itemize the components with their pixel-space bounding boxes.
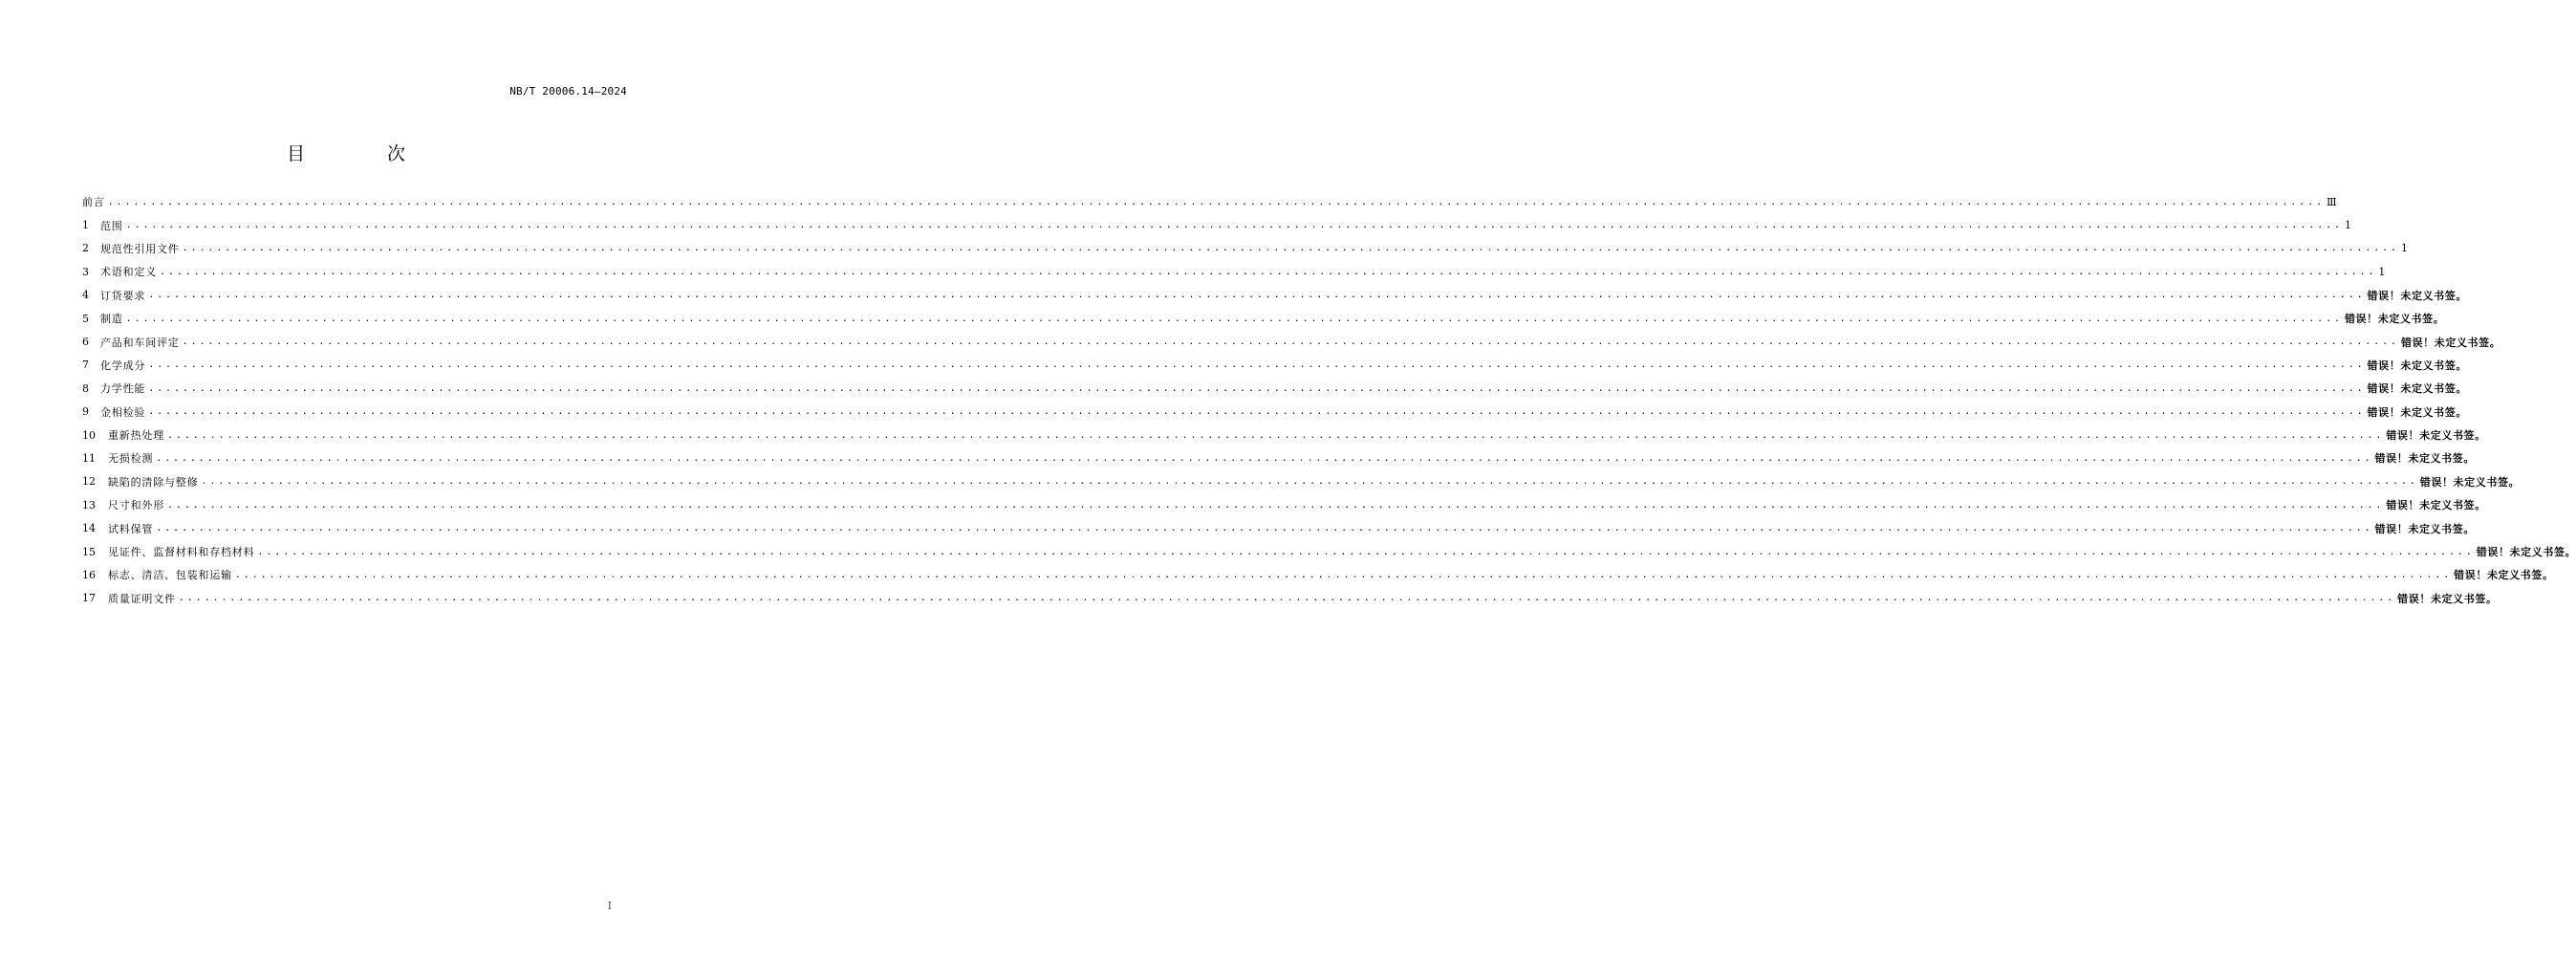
dot-leader: .................................................................................................................................................................................................................................................................... xyxy=(182,337,2399,348)
toc-entry[interactable] xyxy=(82,470,2521,493)
toc-entry-page: 1 xyxy=(2378,265,2386,278)
toc-entry[interactable] xyxy=(82,587,2498,610)
toc-entry-number: 13 xyxy=(82,498,96,511)
toc-entry-label[interactable]: 标志、清洁、包装和运输 xyxy=(108,569,232,582)
toc-entry[interactable] xyxy=(82,354,2467,377)
bookmark-error-text: 错误！未定义书签。 xyxy=(2374,452,2475,466)
toc-entry[interactable] xyxy=(82,516,2475,539)
toc-entry[interactable] xyxy=(82,260,2386,283)
dot-leader: .................................................................................................................................................................................................................................................................... xyxy=(148,290,2366,301)
toc-entry[interactable] xyxy=(82,237,2408,260)
toc-entry-label[interactable]: 见证件、监督材料和存档材料 xyxy=(108,546,255,559)
bookmark-error-text: 错误！未定义书签。 xyxy=(2367,289,2467,302)
toc-entry-number: 5 xyxy=(82,312,89,325)
toc-entry[interactable] xyxy=(82,330,2501,353)
toc-entry-label[interactable]: 术语和定义 xyxy=(100,266,157,279)
toc-entry-number: 3 xyxy=(82,265,89,278)
dot-leader: .................................................................................................................................................................................................................................................................... xyxy=(178,593,2396,604)
toc-entry-number: 15 xyxy=(82,545,96,558)
bookmark-error-text: 错误！未定义书签。 xyxy=(2367,359,2467,372)
toc-entry-label[interactable]: 质量证明文件 xyxy=(108,592,176,605)
toc-entry[interactable] xyxy=(82,307,2445,330)
dot-leader: .................................................................................................................................................................................................................................................................... xyxy=(148,382,2366,394)
bookmark-error-text: 错误！未定义书签。 xyxy=(2476,546,2576,559)
toc-entry-label[interactable]: 订货要求 xyxy=(100,289,146,302)
page-number: I xyxy=(607,900,612,912)
toc-entry-number: 16 xyxy=(82,568,96,581)
dot-leader: .................................................................................................................................................................................................................................................................... xyxy=(107,196,2325,207)
toc-entry-number: 11 xyxy=(82,451,96,465)
toc-entry-number: 1 xyxy=(82,219,89,232)
toc-entry-number: 6 xyxy=(82,336,89,349)
dot-leader: .................................................................................................................................................................................................................................................................... xyxy=(167,429,2385,441)
dot-leader: .................................................................................................................................................................................................................................................................... xyxy=(201,476,2418,488)
toc-entry-number: 4 xyxy=(82,289,89,302)
bookmark-error-text: 错误！未定义书签。 xyxy=(2397,592,2498,605)
toc-entry-number: 17 xyxy=(82,592,96,605)
bookmark-error-text: 错误！未定义书签。 xyxy=(2386,429,2486,443)
toc-entry[interactable] xyxy=(82,213,2351,236)
dot-leader: .................................................................................................................................................................................................................................................................... xyxy=(156,523,2373,534)
toc-entry-number: 12 xyxy=(82,475,96,489)
bookmark-error-text: 错误！未定义书签。 xyxy=(2454,569,2554,582)
toc-entry-label[interactable]: 制造 xyxy=(100,313,123,326)
dot-leader: .................................................................................................................................................................................................................................................................... xyxy=(125,313,2343,324)
toc-entry-label[interactable]: 规范性引用文件 xyxy=(100,242,180,255)
toc-entry-number: 10 xyxy=(82,428,96,442)
bookmark-error-text: 错误！未定义书签。 xyxy=(2344,313,2445,326)
bookmark-error-text: 错误！未定义书签。 xyxy=(2400,336,2501,349)
bookmark-error-text: 错误！未定义书签。 xyxy=(2386,499,2486,512)
toc-entry-label[interactable]: 力学性能 xyxy=(100,382,146,396)
toc-entry-label[interactable]: 产品和车间评定 xyxy=(100,336,180,349)
dot-leader: .................................................................................................................................................................................................................................................................... xyxy=(167,499,2385,511)
toc-entry-label[interactable]: 缺陷的清除与整修 xyxy=(108,475,199,489)
page-title: 目 次 xyxy=(286,143,444,164)
dot-leader: .................................................................................................................................................................................................................................................................... xyxy=(160,266,2377,277)
dot-leader: .................................................................................................................................................................................................................................................................... xyxy=(148,359,2366,371)
dot-leader: .................................................................................................................................................................................................................................................................... xyxy=(156,452,2373,464)
toc-entry-number: 9 xyxy=(82,405,89,419)
toc-entry-page: 1 xyxy=(2400,242,2408,255)
toc-entry-label[interactable]: 金相检验 xyxy=(100,405,146,419)
toc-entry-label[interactable]: 尺寸和外形 xyxy=(108,499,164,512)
dot-leader: .................................................................................................................................................................................................................................................................... xyxy=(148,406,2366,418)
toc-entry[interactable] xyxy=(82,563,2554,586)
toc-entry[interactable] xyxy=(82,401,2467,424)
bookmark-error-text: 错误！未定义书签。 xyxy=(2367,405,2467,419)
dot-leader: .................................................................................................................................................................................................................................................................... xyxy=(182,243,2399,254)
toc-entry-number: 2 xyxy=(82,242,89,255)
dot-leader: .................................................................................................................................................................................................................................................................... xyxy=(234,569,2453,580)
bookmark-error-text: 错误！未定义书签。 xyxy=(2419,475,2521,489)
document-code: NB/T 20006.14—2024 xyxy=(509,85,627,98)
toc-entry-page: 1 xyxy=(2344,219,2351,232)
toc-entry-label[interactable]: 范围 xyxy=(100,219,123,232)
dot-leader: .................................................................................................................................................................................................................................................................... xyxy=(257,546,2475,557)
toc-entry-label[interactable]: 无损检测 xyxy=(108,452,154,466)
toc-entry[interactable] xyxy=(82,493,2486,516)
toc-entry-number: 14 xyxy=(82,522,96,535)
toc-entry[interactable] xyxy=(82,540,2576,563)
table-of-contents xyxy=(82,190,2576,610)
bookmark-error-text: 错误！未定义书签。 xyxy=(2367,382,2467,396)
toc-entry-label[interactable]: 试料保管 xyxy=(108,522,154,535)
toc-entry-number: 7 xyxy=(82,359,89,372)
toc-entry-label[interactable]: 前言 xyxy=(82,196,105,209)
toc-entry-label[interactable]: 重新热处理 xyxy=(108,429,164,443)
toc-entry-number: 8 xyxy=(82,381,89,395)
toc-entry[interactable] xyxy=(82,190,2337,213)
toc-entry-label[interactable]: 化学成分 xyxy=(100,359,146,372)
toc-entry[interactable] xyxy=(82,424,2486,446)
dot-leader: .................................................................................................................................................................................................................................................................... xyxy=(125,220,2343,231)
bookmark-error-text: 错误！未定义书签。 xyxy=(2374,522,2475,535)
toc-entry[interactable] xyxy=(82,446,2475,469)
toc-entry[interactable] xyxy=(82,377,2467,400)
toc-entry-page: Ⅲ xyxy=(2326,195,2337,208)
toc-entry[interactable] xyxy=(82,284,2467,307)
